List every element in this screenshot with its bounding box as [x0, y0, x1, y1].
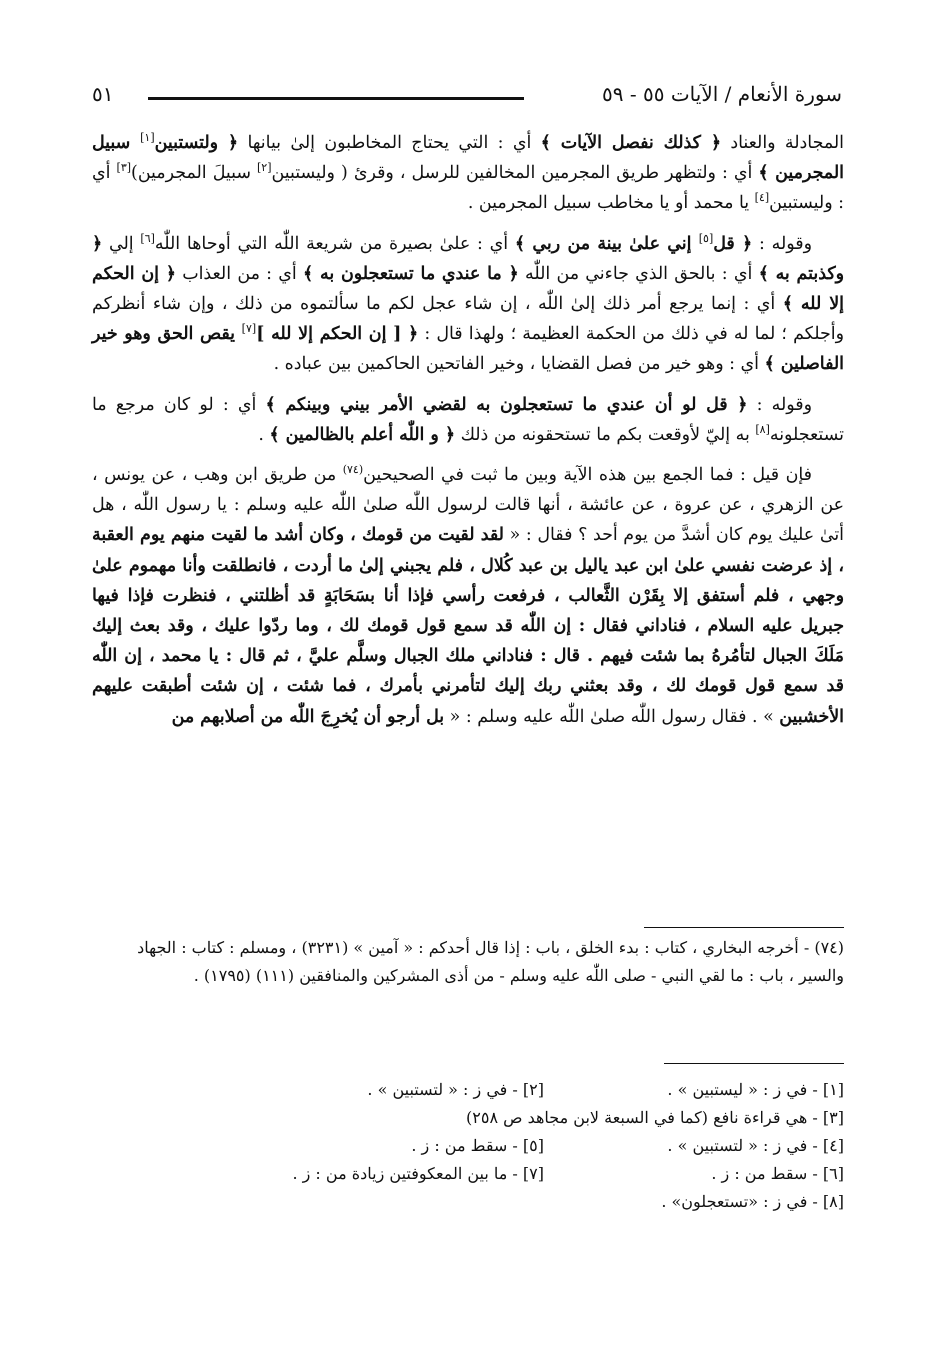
commentary-text: أي : وهو خير من فصل القضايا ، وخير الفاتحين الحاكمين بين عباده .: [273, 354, 765, 375]
note-row: [120, 1076, 844, 1104]
commentary-text: أي : علىٰ بصيرة من شريعة اللّٰه التي أوحاها اللّٰه: [154, 233, 515, 254]
footnote-74: (٧٤) - أخرجه البخاري ، كتاب : بدء الخلق ، باب : إذا قال أحدكم : « آمين » (٣٢٣١) ، ومسلم : كتاب : الجهاد والسير ، باب : ما لقي النبي - صلى اللّٰه عليه وسلم - من أذى المشركين والمنافقين (١١١) (١٧٩٥) .: [137, 938, 844, 985]
note-4: [٤] - في ز : « لتستبين » .: [667, 1136, 844, 1155]
paragraph: [92, 229, 844, 380]
commentary-text: .: [258, 424, 270, 445]
quoted-text: ﴿ ما عندي ما تستعجلون به ﴾: [303, 263, 519, 284]
commentary-text: أي : التي يحتاج المخاطبون إلىٰ بيانها: [238, 133, 541, 153]
main-text: [92, 128, 844, 742]
note-reference: [١]: [140, 131, 155, 145]
commentary-text: أي : وليستبين: [92, 163, 844, 214]
page-header: [92, 78, 842, 114]
quoted-text: بل أرجو أن يُخرِجَ اللّٰه من أصلابهم من: [171, 706, 445, 727]
note-row: [120, 1132, 844, 1160]
note-reference: [٥]: [698, 231, 714, 245]
commentary-text: » . فقال رسول اللّٰه صلىٰ اللّٰه عليه وسلم : «: [444, 706, 780, 727]
running-title: سورة الأنعام / الآيات ٥٥ - ٥٩: [602, 82, 842, 106]
note-reference: [٣]: [116, 161, 132, 175]
commentary-text: أي : بالحق الذي جاءني من اللّٰه: [518, 263, 759, 284]
note-reference: [٨]: [755, 423, 770, 437]
note-2: [٢] - في ز : « لتستبين » .: [367, 1080, 544, 1099]
commentary-text: أي : إنما يرجع أمر ذلك إلىٰ اللّٰه ، إن شاء عجل لكم ما سألتموه من ذلك ، وإن شاء أنظركم وأجلكم ؛ لما له في ذلك من الحكمة العظيمة ؛ ولهذا قال :: [92, 294, 845, 345]
paragraph: [92, 460, 844, 732]
commentary-text: المجادلة والعناد: [721, 133, 845, 153]
paragraph: [92, 390, 844, 450]
note-1: [١] - في ز : « ليستبين » .: [667, 1080, 844, 1099]
note-3: [٣] - هي قراءة نافع (كما في السبعة لابن مجاهد ص ٢٥٨): [466, 1108, 844, 1127]
note-reference: [٧]: [241, 322, 257, 336]
variant-notes: [120, 1076, 844, 1216]
quoted-text: يقص الحق وهو خير الفاصلين ﴾: [92, 324, 844, 375]
quoted-text: ﴿ قل: [713, 233, 753, 254]
commentary-text: أي : من العذاب: [175, 263, 304, 284]
commentary-text: إلي: [102, 233, 141, 254]
quoted-text: ﴿ إن الحكم إلا لله ﴾: [92, 263, 844, 315]
note-reference: [٤]: [754, 191, 770, 205]
note-8: [٨] - في ز : «تستعجلون» .: [661, 1192, 844, 1211]
note-6: [٦] - سقط من : ز .: [711, 1164, 844, 1183]
quoted-text: ﴿ و اللّٰه أعلم بالظالمين ﴾: [269, 424, 456, 445]
page-number: ٥١: [92, 82, 114, 106]
note-reference: (٧٤): [342, 463, 364, 477]
quoted-text: ﴿ وكذبتم به ﴾: [92, 233, 845, 284]
notes-separator: [664, 1063, 844, 1064]
footnote-separator: [644, 927, 844, 928]
header-rule: [148, 97, 524, 100]
note-5: [٥] - سقط من : ز .: [411, 1136, 544, 1155]
commentary-text: أي : لو كان مرجع ما تستعجلونه: [92, 394, 844, 445]
commentary-text: أي : ولتظهر طريق المجرمين المخالفين للرسل ، وقرئ ( وليستبين: [271, 163, 759, 184]
note-reference: [٦]: [140, 231, 155, 245]
commentary-text: وقوله :: [747, 394, 812, 415]
commentary-text: سبيلَ المجرمين): [131, 163, 257, 184]
commentary-text: فإن قيل : فما الجمع بين هذه الآية وبين ما ثبت في الصحيحين: [363, 465, 812, 486]
quoted-text: لقد لقيت من قومك ، وكان أشد ما لقيت منهم يوم العقبة ، إذ عرضت نفسي علىٰ ابن عبد ياليل بن عبد كُلال ، فلم يجبني إلىٰ ما أردت ، فانطلقت وأنا مهموم علىٰ وجهي ، فلم أستفق إلا بِقَرْن الثَّعالب ، فرفعت رأسي فإذا أنا بسَحَابَةٍ قد أظلتني ، فنظرت فإذا فيها جبريل عليه السلام ، فناداني فقال : إن اللّٰه قد سمع قول قومك لك ، وما ردّوا عليك ، وقد بعث إليك مَلَكَ الجبال لتأمُرهُ بما شئت فيهم . قال : فناداني ملك الجبال وسلَّم عليَّ ، ثم قال : يا محمد ، إن اللّٰه قد سمع قول قومك لك ، وقد بعثني ربك إليك لتأمرني بأمرك ، فما شئت ، إن شئت أطبقت عليهم الأخشبين: [92, 525, 844, 727]
note-row: [120, 1104, 844, 1132]
quoted-text: ﴿ ولتستبين: [154, 133, 239, 153]
commentary-text: وقوله :: [752, 233, 813, 254]
quoted-text: إني علىٰ بينة من ربي ﴾: [514, 233, 699, 254]
paragraph: [92, 128, 844, 219]
note-7: [٧] - ما بين المعكوفتين زيادة من : ز .: [292, 1164, 544, 1183]
commentary-text: من طريق ابن وهب ، عن يونس ، عن الزهري ، عن عروة ، عن عائشة ، أنها قالت لرسول اللّٰه صلىٰ اللّٰه عليه وسلم : يا رسول اللّٰه ، هل أتىٰ عليك يوم كان أشدَّ من يوم أحد ؟ فقال : «: [92, 465, 844, 546]
quoted-text: ﴿ قل لو أن عندي ما تستعجلون به لقضي الأمر بيني وبينكم ﴾: [265, 394, 748, 415]
commentary-text: به إليّ لأوقعت بكم ما تستحقونه من ذلك: [455, 424, 756, 445]
note-row: [120, 1188, 844, 1216]
quoted-text: سبيل المجرمين ﴾: [92, 133, 844, 184]
note-row: [120, 1160, 844, 1188]
commentary-text: يا محمد أو يا مخاطب سبيل المجرمين .: [467, 193, 755, 214]
note-reference: [٢]: [257, 161, 272, 175]
quoted-text: ﴿ كذلك نفصل الآيات ﴾: [540, 133, 722, 153]
quoted-text: ﴿ [ إن الحكم إلا لله ]: [256, 324, 419, 345]
